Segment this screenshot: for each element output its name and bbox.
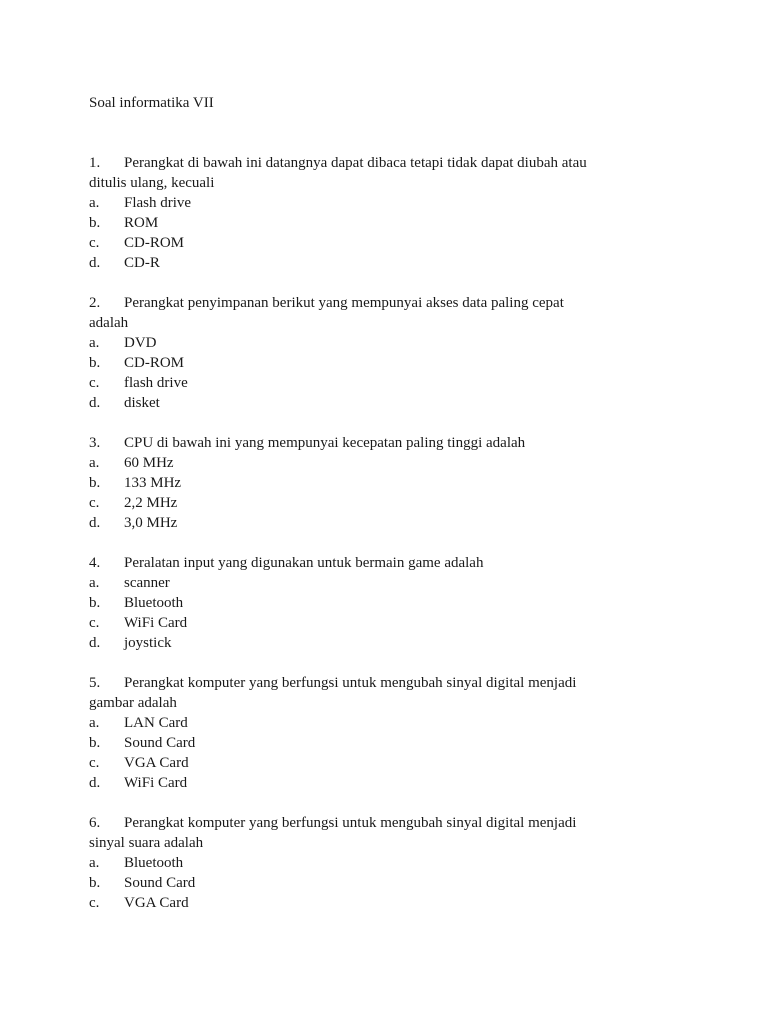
question-6 [89,813,689,913]
option-list [89,193,689,273]
question-text: Perangkat komputer yang berfungsi untuk mengubah sinyal digital menjadi [124,815,577,831]
option-list [89,853,689,913]
option-item [89,353,689,373]
option-item [89,593,689,613]
option-item [89,613,689,633]
option-letter: c. [89,895,100,911]
question-text-line [89,433,689,453]
question-number: 6. [89,815,101,831]
option-letter: d. [89,515,101,531]
option-item [89,893,689,913]
question-5 [89,673,689,793]
question-text-line [89,153,689,173]
question-number: 4. [89,555,101,571]
question-number: 3. [89,435,101,451]
question-number: 2. [89,295,101,311]
option-item [89,333,689,353]
option-item [89,713,689,733]
question-text: Perangkat di bawah ini datangnya dapat dibaca tetapi tidak dapat diubah atau [124,155,587,171]
option-text: ROM [124,215,159,231]
option-letter: b. [89,475,101,491]
option-item [89,373,689,393]
option-text: VGA Card [124,895,189,911]
option-text: scanner [124,575,170,591]
option-item [89,253,689,273]
option-text: 3,0 MHz [124,515,178,531]
option-text: WiFi Card [124,775,188,791]
option-list [89,333,689,413]
question-text: gambar adalah [89,695,177,711]
option-letter: b. [89,735,101,751]
option-letter: b. [89,355,101,371]
option-letter: b. [89,875,101,891]
question-text-line [89,673,689,693]
question-text: ditulis ulang, kecuali [89,175,215,191]
option-item [89,733,689,753]
question-text-line [89,833,689,853]
question-text-line [89,173,689,193]
option-item [89,493,689,513]
option-item [89,473,689,493]
option-item [89,873,689,893]
question-text: Perangkat komputer yang berfungsi untuk mengubah sinyal digital menjadi [124,675,577,691]
option-list [89,453,689,533]
option-letter: d. [89,775,101,791]
question-2 [89,293,689,413]
option-item [89,573,689,593]
option-letter: d. [89,255,101,271]
option-letter: a. [89,335,100,351]
option-letter: a. [89,575,100,591]
option-list [89,713,689,793]
option-letter: a. [89,855,100,871]
question-3 [89,433,689,533]
option-list [89,573,689,653]
option-text: WiFi Card [124,615,188,631]
option-text: Sound Card [124,735,196,751]
option-text: flash drive [124,375,188,391]
option-text: disket [124,395,160,411]
option-letter: c. [89,375,100,391]
question-text-line [89,293,689,313]
option-item [89,193,689,213]
option-text: DVD [124,335,157,351]
option-text: LAN Card [124,715,188,731]
option-item [89,773,689,793]
option-text: 60 MHz [124,455,174,471]
option-text: CD-R [124,255,160,271]
option-letter: d. [89,635,101,651]
question-text-line [89,313,689,333]
option-letter: a. [89,455,100,471]
option-item [89,213,689,233]
option-letter: a. [89,195,100,211]
option-item [89,753,689,773]
option-text: CD-ROM [124,355,185,371]
question-text: sinyal suara adalah [89,835,204,851]
option-item [89,233,689,253]
question-number: 5. [89,675,101,691]
question-text: Perangkat penyimpanan berikut yang mempunyai akses data paling cepat [124,295,564,311]
option-text: Bluetooth [124,855,184,871]
option-item [89,393,689,413]
option-text: Bluetooth [124,595,184,611]
page-title: Soal informatika VII [89,95,214,111]
option-item [89,513,689,533]
question-text-line [89,813,689,833]
option-letter: c. [89,755,100,771]
option-text: Sound Card [124,875,196,891]
option-item [89,453,689,473]
question-1 [89,153,689,273]
option-text: CD-ROM [124,235,185,251]
option-letter: c. [89,235,100,251]
option-item [89,853,689,873]
question-4 [89,553,689,653]
option-letter: c. [89,615,100,631]
option-letter: b. [89,595,101,611]
option-text: VGA Card [124,755,189,771]
question-number: 1. [89,155,101,171]
option-text: 133 MHz [124,475,182,491]
option-letter: a. [89,715,100,731]
option-item [89,633,689,653]
option-letter: c. [89,495,100,511]
question-text: CPU di bawah ini yang mempunyai kecepatan paling tinggi adalah [124,435,526,451]
question-text-line [89,693,689,713]
option-letter: b. [89,215,101,231]
option-text: joystick [124,635,172,651]
option-text: 2,2 MHz [124,495,178,511]
question-text-line [89,553,689,573]
question-text: adalah [89,315,129,331]
question-text: Peralatan input yang digunakan untuk bermain game adalah [124,555,484,571]
option-letter: d. [89,395,101,411]
option-text: Flash drive [124,195,192,211]
question-list [89,153,689,933]
